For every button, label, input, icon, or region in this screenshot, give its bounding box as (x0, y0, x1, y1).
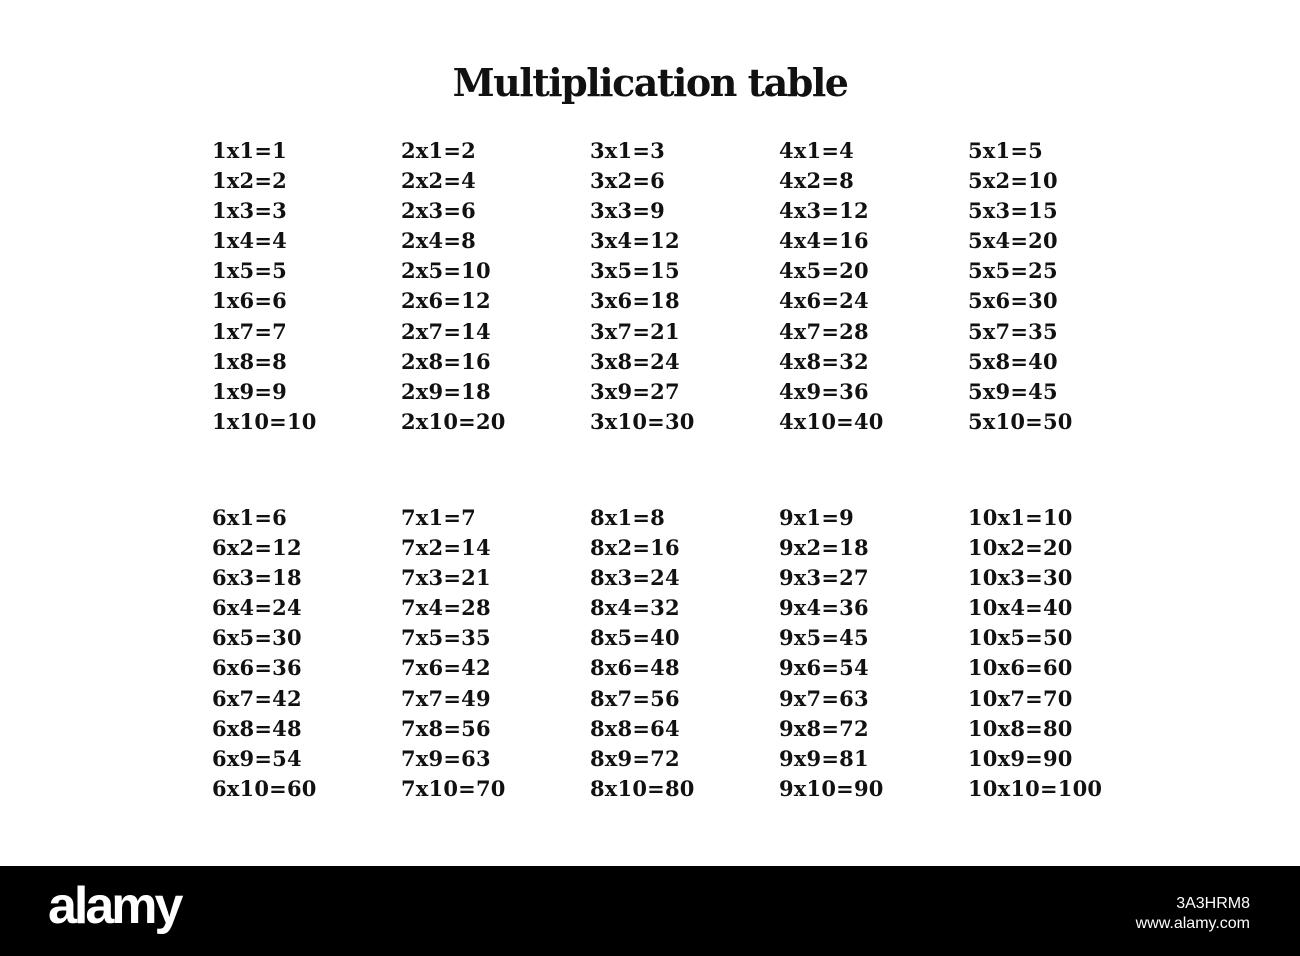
table-row: 6x6=36 (212, 655, 302, 681)
table-row: 8x10=80 (590, 775, 695, 801)
table-row: 4x1=4 (779, 138, 854, 163)
table-row: 8x8=64 (590, 715, 680, 741)
table-column-3 (590, 136, 779, 437)
table-row: 10x1=10 (968, 505, 1073, 530)
table-column-1 (212, 136, 401, 437)
table-row: 6x4=24 (212, 595, 302, 621)
table-row: 9x9=81 (779, 745, 869, 771)
table-row: 3x1=3 (590, 138, 665, 163)
table-row: 3x4=12 (590, 228, 680, 254)
table-column-4 (779, 136, 968, 437)
table-row: 7x8=56 (401, 715, 491, 741)
table-row: 10x4=40 (968, 595, 1073, 621)
table-row: 2x2=4 (401, 168, 476, 194)
table-column-10 (968, 503, 1157, 804)
table-row: 7x6=42 (401, 655, 491, 681)
table-row: 7x3=21 (401, 565, 491, 591)
table-row: 5x5=25 (968, 258, 1058, 284)
table-row: 7x1=7 (401, 505, 476, 530)
table-row: 9x7=63 (779, 685, 869, 711)
table-row: 6x5=30 (212, 625, 302, 651)
table-row: 5x8=40 (968, 348, 1058, 374)
table-row: 7x9=63 (401, 745, 491, 771)
table-row: 2x4=8 (401, 228, 476, 254)
table-row: 5x1=5 (968, 138, 1043, 163)
table-row: 4x6=24 (779, 288, 869, 314)
table-row: 2x10=20 (401, 408, 506, 434)
table-row: 2x1=2 (401, 138, 476, 163)
table-row: 5x2=10 (968, 168, 1058, 194)
table-row: 1x7=7 (212, 318, 287, 344)
table-row: 1x3=3 (212, 198, 287, 224)
table-row: 4x5=20 (779, 258, 869, 284)
table-row: 3x8=24 (590, 348, 680, 374)
table-row: 4x9=36 (779, 378, 869, 404)
table-row: 5x10=50 (968, 408, 1073, 434)
table-row: 5x3=15 (968, 198, 1058, 224)
table-row: 3x9=27 (590, 378, 680, 404)
table-row: 10x2=20 (968, 535, 1073, 561)
table-row: 1x10=10 (212, 408, 317, 434)
table-row: 4x2=8 (779, 168, 854, 194)
table-row: 9x2=18 (779, 535, 869, 561)
table-row: 10x8=80 (968, 715, 1073, 741)
table-row: 2x5=10 (401, 258, 491, 284)
table-row: 2x3=6 (401, 198, 476, 224)
table-row: 7x10=70 (401, 775, 506, 801)
table-row: 3x7=21 (590, 318, 680, 344)
table-row: 3x6=18 (590, 288, 680, 314)
table-row: 8x2=16 (590, 535, 680, 561)
table-row: 4x3=12 (779, 198, 869, 224)
page-title: Multiplication table (452, 60, 848, 105)
table-row: 6x10=60 (212, 775, 317, 801)
table-column-6 (212, 503, 401, 804)
table-row: 1x5=5 (212, 258, 287, 284)
table-row: 8x4=32 (590, 595, 680, 621)
table-row: 1x8=8 (212, 348, 287, 374)
table-row: 7x2=14 (401, 535, 491, 561)
table-row: 1x2=2 (212, 168, 287, 194)
table-row: 2x8=16 (401, 348, 491, 374)
table-row: 7x4=28 (401, 595, 491, 621)
table-block-top (212, 136, 1157, 437)
table-row: 6x8=48 (212, 715, 302, 741)
table-row: 3x5=15 (590, 258, 680, 284)
table-row: 5x9=45 (968, 378, 1058, 404)
table-column-2 (401, 136, 590, 437)
image-id-label (1136, 894, 1250, 934)
table-row: 9x8=72 (779, 715, 869, 741)
table-row: 4x10=40 (779, 408, 884, 434)
table-row: 7x7=49 (401, 685, 491, 711)
table-row: 3x10=30 (590, 408, 695, 434)
table-row: 1x1=1 (212, 138, 287, 163)
table-row: 10x3=30 (968, 565, 1073, 591)
table-row: 5x4=20 (968, 228, 1058, 254)
table-row: 1x4=4 (212, 228, 287, 254)
image-id: 3A3HRM8 (1176, 895, 1250, 912)
table-row: 2x7=14 (401, 318, 491, 344)
table-row: 9x5=45 (779, 625, 869, 651)
table-column-7 (401, 503, 590, 804)
table-row: 10x7=70 (968, 685, 1073, 711)
table-column-9 (779, 503, 968, 804)
table-row: 9x4=36 (779, 595, 869, 621)
table-row: 8x5=40 (590, 625, 680, 651)
table-row: 9x10=90 (779, 775, 884, 801)
table-row: 2x6=12 (401, 288, 491, 314)
table-row: 8x1=8 (590, 505, 665, 530)
table-row: 1x6=6 (212, 288, 287, 314)
table-row: 10x6=60 (968, 655, 1073, 681)
table-row: 5x6=30 (968, 288, 1058, 314)
table-row: 6x2=12 (212, 535, 302, 561)
table-row: 6x9=54 (212, 745, 302, 771)
table-row: 9x1=9 (779, 505, 854, 530)
table-row: 5x7=35 (968, 318, 1058, 344)
table-row: 10x9=90 (968, 745, 1073, 771)
site-url: www.alamy.com (1135, 915, 1250, 932)
table-row: 8x7=56 (590, 685, 680, 711)
table-row: 4x7=28 (779, 318, 869, 344)
table-row: 9x3=27 (779, 565, 869, 591)
table-row: 8x3=24 (590, 565, 680, 591)
table-row: 6x7=42 (212, 685, 302, 711)
table-row: 1x9=9 (212, 378, 287, 404)
watermark-footer (0, 866, 1300, 956)
table-row: 10x10=100 (968, 775, 1103, 801)
table-row: 2x9=18 (401, 378, 491, 404)
brand-logo: alamy (48, 877, 181, 935)
table-row: 3x3=9 (590, 198, 665, 224)
table-row: 6x1=6 (212, 505, 287, 530)
table-row: 8x9=72 (590, 745, 680, 771)
table-row: 8x6=48 (590, 655, 680, 681)
table-block-bottom (212, 503, 1157, 804)
table-row: 4x4=16 (779, 228, 869, 254)
table-row: 9x6=54 (779, 655, 869, 681)
table-row: 4x8=32 (779, 348, 869, 374)
table-column-8 (590, 503, 779, 804)
table-row: 10x5=50 (968, 625, 1073, 651)
table-row: 7x5=35 (401, 625, 491, 651)
table-row: 3x2=6 (590, 168, 665, 194)
table-row: 6x3=18 (212, 565, 302, 591)
table-column-5 (968, 136, 1157, 437)
